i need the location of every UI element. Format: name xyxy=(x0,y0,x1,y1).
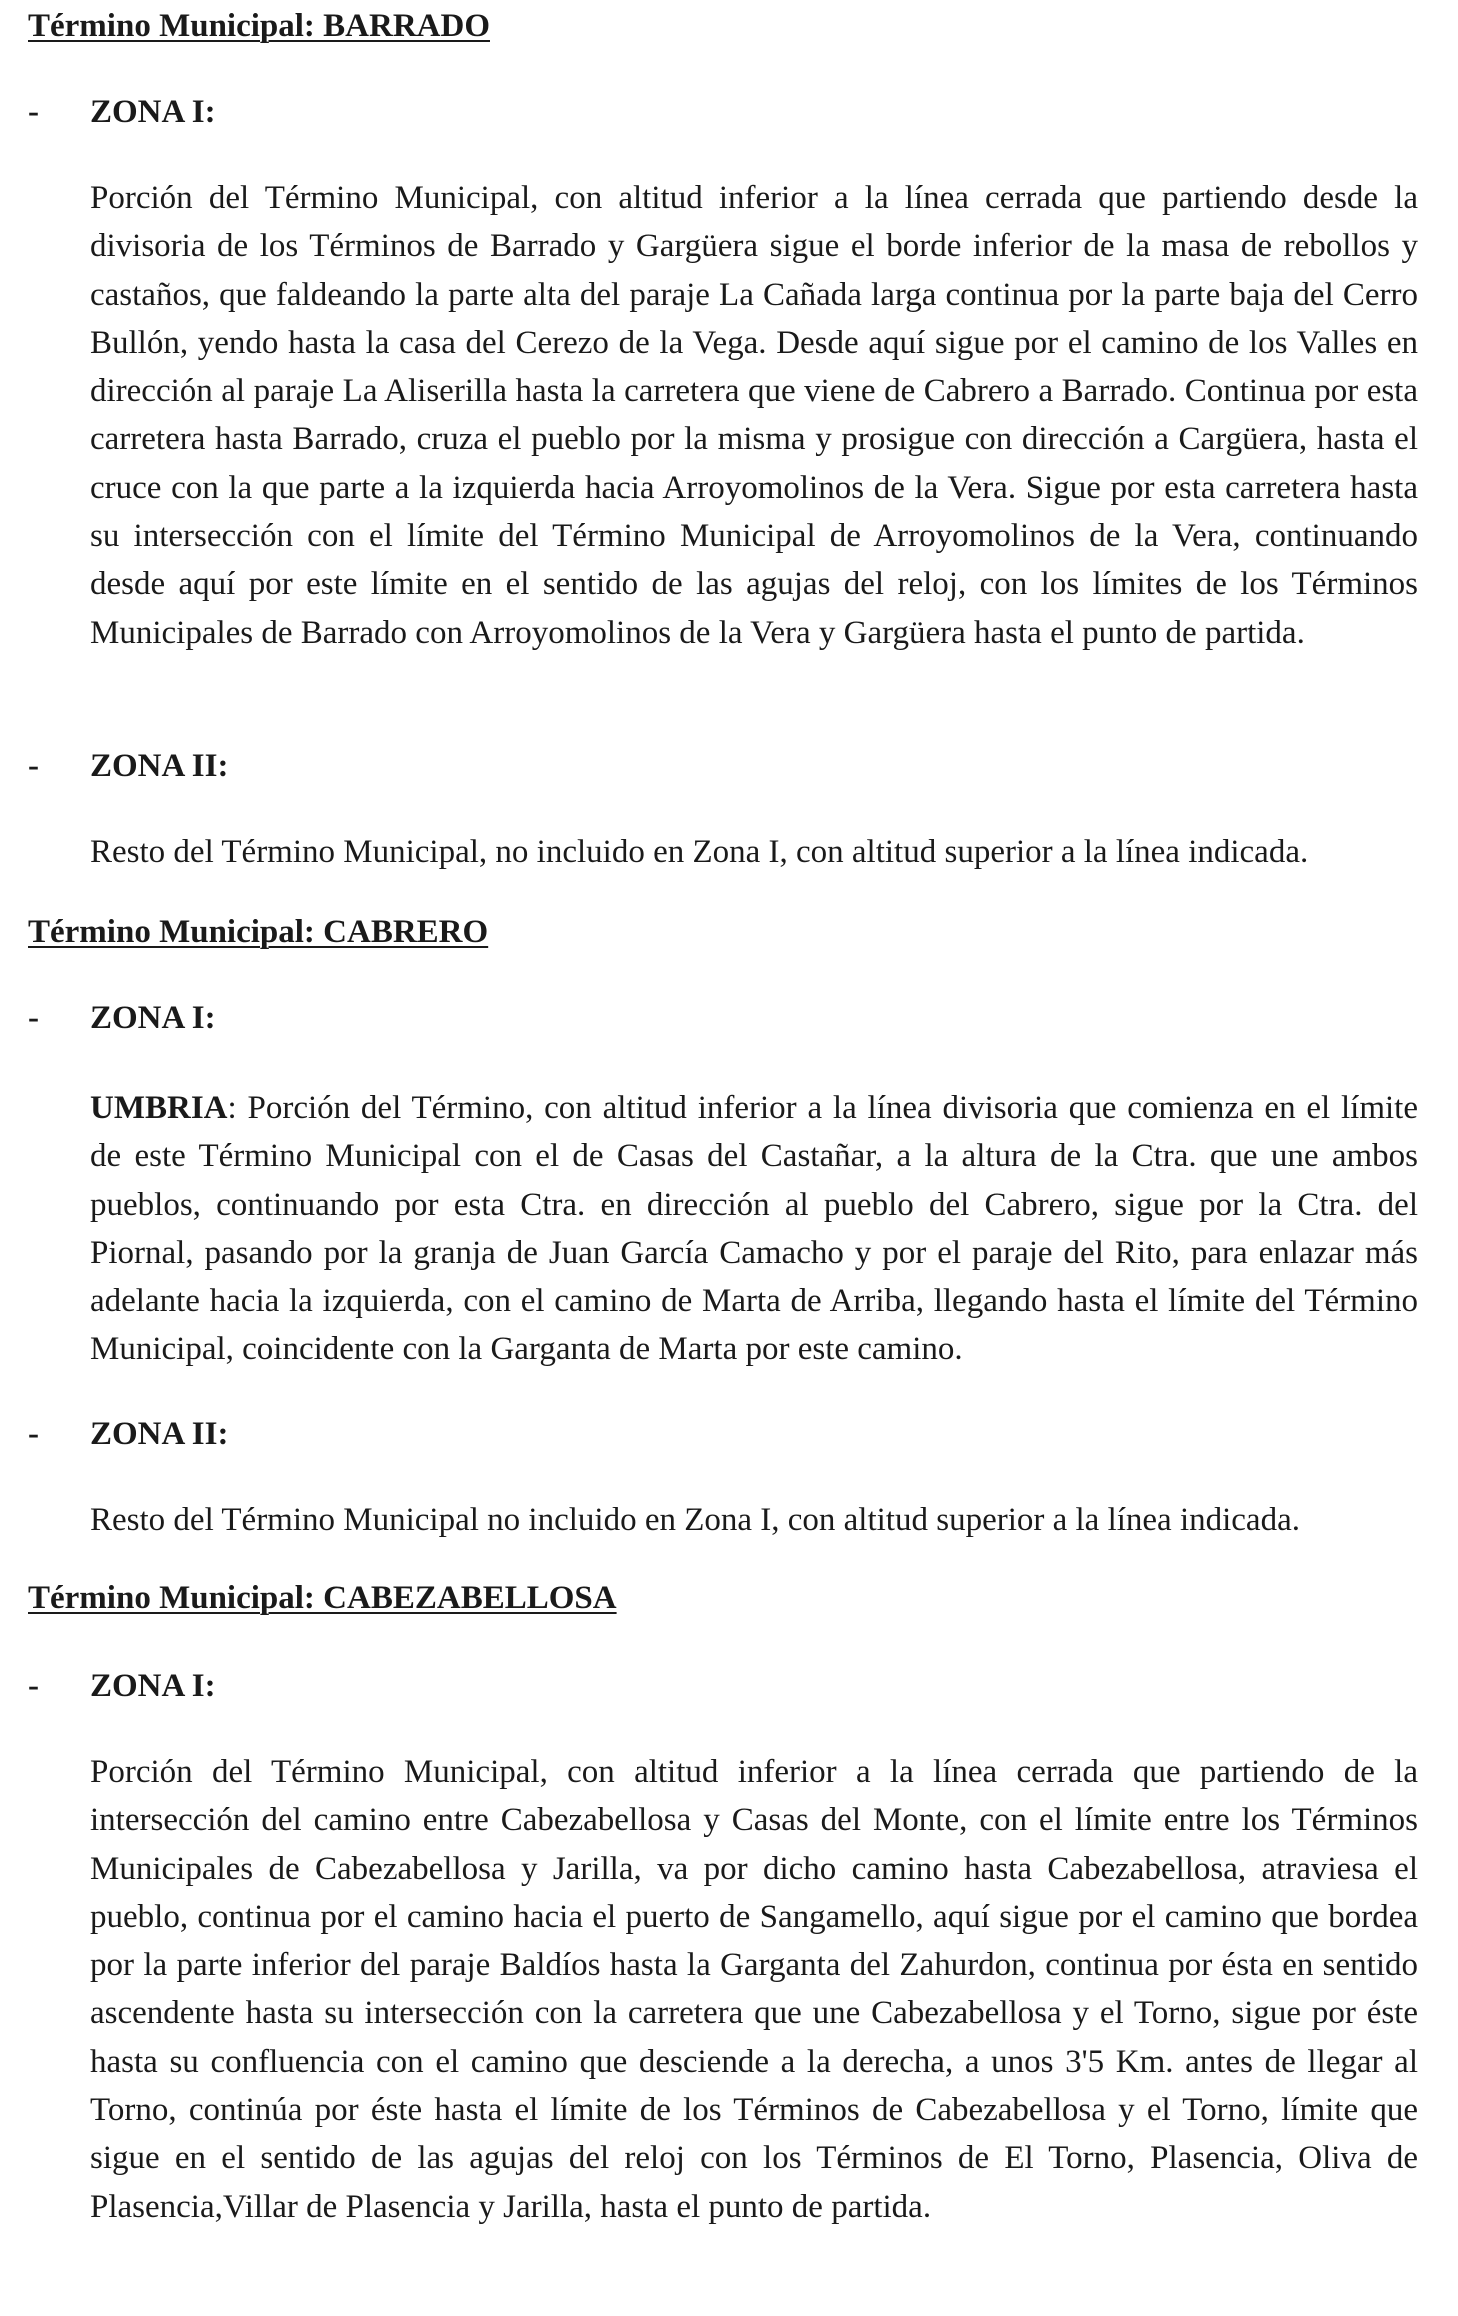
section-heading-barrado: Término Municipal: BARRADO xyxy=(28,8,490,44)
zone-label-cabezabellosa-1 xyxy=(28,1666,216,1706)
zone-dash: - xyxy=(28,748,39,784)
zone-label-text: ZONA II: xyxy=(90,1416,229,1452)
zone-text: Resto del Término Municipal no incluido en Zona I, con altitud superior a la línea indicada. xyxy=(90,1502,1300,1538)
zone-dash: - xyxy=(28,94,39,130)
zone-label-cabrero-1 xyxy=(28,998,216,1038)
zone-text: Porción del Término Municipal, con altitud inferior a la línea cerrada que partiendo desde la divisoria de los Términos de Barrado y Gargüera sigue el borde inferior de la masa de rebollos y castaños, que faldeando la parte alta del paraje La Cañada larga continua por la parte baja del Cerro Bullón, yendo hasta la casa del Cerezo de la Vega. Desde aquí sigue por el camino de los Valles en dirección al paraje La Aliserilla hasta la carretera que viene de Cabrero a Barrado. Continua por esta carretera hasta Barrado, cruza el pueblo por la misma y prosigue con dirección a Cargüera, hasta el cruce con la que parte a la izquierda hacia Arroyomolinos de la Vera. Sigue por esta carretera hasta su intersección con el límite del Término Municipal de Arroyomolinos de la Vera, continuando desde aquí por este límite en el sentido de las agujas del reloj, con los límites de los Términos Municipales de Barrado con Arroyomolinos de la Vera y Gargüera hasta el punto de partida. xyxy=(90,180,1418,651)
zone-label-text: ZONA I: xyxy=(90,1000,216,1036)
section-heading-cabrero: Término Municipal: CABRERO xyxy=(28,914,489,950)
zone-label-barrado-1 xyxy=(28,92,216,132)
zone-description-cabrero-1 xyxy=(90,1084,1418,1374)
zone-dash: - xyxy=(28,1000,39,1036)
zone-dash: - xyxy=(28,1668,39,1704)
zone-description-barrado-1 xyxy=(90,174,1418,657)
zone-label-text: ZONA I: xyxy=(90,1668,216,1704)
zone-description-barrado-2 xyxy=(90,828,1418,876)
zone-text: Resto del Término Municipal, no incluido en Zona I, con altitud superior a la línea indicada. xyxy=(90,834,1309,870)
zone-description-cabrero-2 xyxy=(90,1496,1418,1544)
zone-dash: - xyxy=(28,1416,39,1452)
zone-label-barrado-2 xyxy=(28,746,228,786)
zone-label-text: ZONA II: xyxy=(90,748,229,784)
zone-label-cabrero-2 xyxy=(28,1414,228,1454)
zone-text: : Porción del Término, con altitud inferior a la línea divisoria que comienza en el límite de este Término Municipal con el de Casas del Castañar, a la altura de la Ctra. que une ambos pueblos, continuando por esta Ctra. en dirección al pueblo del Cabrero, sigue por la Ctra. del Piornal, pasando por la granja de Juan García Camacho y por el paraje del Rito, para enlazar más adelante hacia la izquierda, con el camino de Marta de Arriba, llegando hasta el límite del Término Municipal, coincidente con la Garganta de Marta por este camino. xyxy=(90,1090,1418,1368)
zone-text: Porción del Término Municipal, con altitud inferior a la línea cerrada que partiendo de la intersección del camino entre Cabezabellosa y Casas del Monte, con el límite entre los Términos Municipales de Cabezabellosa y Jarilla, va por dicho camino hasta Cabezabellosa, atraviesa el pueblo, continua por el camino hacia el puerto de Sangamello, aquí sigue por el camino que bordea por la parte inferior del paraje Baldíos hasta la Garganta del Zahurdon, continua por ésta en sentido ascendente hasta su intersección con la carretera que une Cabezabellosa y el Torno, sigue por éste hasta su confluencia con el camino que desciende a la derecha, a unos 3'5 Km. antes de llegar al Torno, continúa por éste hasta el límite de los Términos de Cabezabellosa y el Torno, límite que sigue en el sentido de las agujas del reloj con los Términos de El Torno, Plasencia, Oliva de Plasencia,Villar de Plasencia y Jarilla, hasta el punto de partida. xyxy=(90,1754,1418,2225)
section-heading-cabezabellosa: Término Municipal: CABEZABELLOSA xyxy=(28,1580,617,1616)
zone-lead-term: UMBRIA xyxy=(90,1090,228,1126)
zone-label-text: ZONA I: xyxy=(90,94,216,130)
zone-description-cabezabellosa-1 xyxy=(90,1748,1418,2231)
